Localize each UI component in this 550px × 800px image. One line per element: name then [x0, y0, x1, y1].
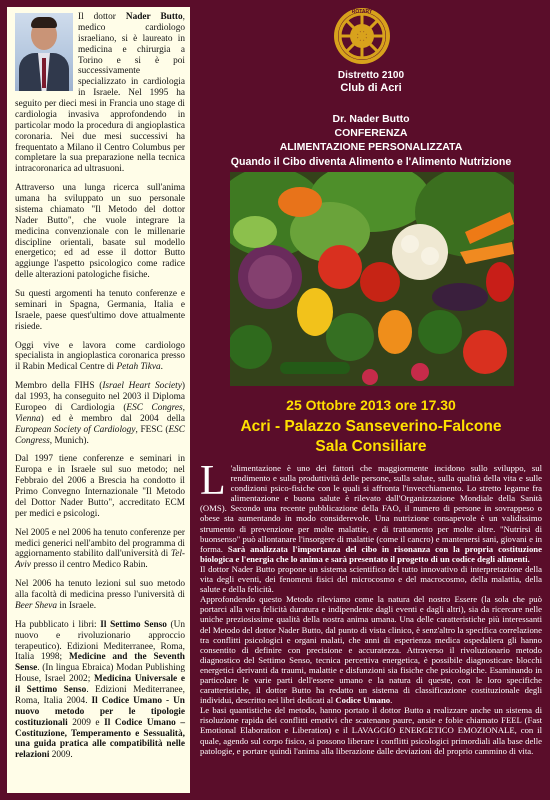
bio-paragraph-2: Attraverso una lunga ricerca sull'anima umana ha sviluppato un suo personale sistema chiamato "Il Metodo del dottor Nader Butto", che vuole integrare la medicina convenzionale con le millenarie discipline orientali, basate sul modello energetico; ed ad esse il dottor Butto aggiunge l'aspetto psicologico come radice delle alterazioni patologiche fisiche.: [15, 183, 185, 281]
event-description: [200, 458, 542, 756]
bio-paragraph-8: Nel 2006 ha tenuto lezioni sul suo metodo alla facoltà di medicina presso l'università di Beer Sheva in Israele.: [15, 579, 185, 611]
subtitle: Quando il Cibo diventa Alimento e l'Alimento Nutrizione: [230, 156, 512, 168]
bio-paragraph-7: Nel 2005 e nel 2006 ha tenuto conferenze per medici generici nell'ambito del programma di aggiornamento stabilito dall'università di Tel-Aviv presso il centro Medico Rabin.: [15, 527, 185, 571]
rotary-wheel-icon: [332, 6, 392, 66]
venue-line-1: Acri - Palazzo Sanseverino-Falcone: [240, 418, 502, 435]
venue-line-2: Sala Consiliare: [315, 438, 427, 455]
bio-paragraph-4: Oggi vive e lavora come cardiologo specialista in angioplastica coronarica presso il Rabin Medical Centre di Petah Tikva.: [15, 340, 185, 373]
doctor-portrait: [15, 13, 73, 91]
speaker-name: Dr. Nader Butto: [332, 113, 410, 125]
desc-paragraph-2: Il dottor Nader Butto propone un sistema scientifico del tutto innovativo di interpretazione della vita degli eventi, dei fenomeni fisici del microcosmo e del macrocosmo, della malattia, della salute e della felicità.: [200, 563, 542, 595]
conference-label: CONFERENZA: [334, 127, 408, 139]
bio-paragraph-1: Il dottor Nader Butto, medico cardiologo israeliano, si è laureato in medicina e chirurgia a Torino e si è poi successivamente specializzato in cardiologia in Israele. Nel 1995 ha seguito per dieci mesi in Francia uno stage di cardiologia invasiva approfondendo in particolar modo la procedura di angioplastica coronaria. Nei due mesi successivi ha frequentato a Milano il Centro Columbus per completare la sua preparazione nella tecnica intracoronarica ad ultrasuoni.: [15, 12, 185, 175]
bio-paragraph-6: Dal 1997 tiene conferenze e seminari in Europa e in Israele sul suo metodo; nel Febbraio del 2006 a Brescia ha condotto il Primo Convegno Internazionale "Il Metodo del Dottor Nader Butto", accreditato ECM per medici e psicologi.: [15, 454, 185, 519]
drop-cap: L: [200, 458, 226, 504]
bio-paragraph-3: Su questi argomenti ha tenuto conferenze e seminari in Spagna, Germania, Italia e Israele, paese quest'ultimo dove attualmente risiede.: [15, 289, 185, 332]
biography-panel: [7, 7, 190, 793]
event-panel: [192, 0, 550, 800]
desc-paragraph-3: Approfondendo questo Metodo rileviamo come la natura del nostro Essere (la sola che può portarci alla vera felicità duratura e indipendente dagli eventi e dagli altri), sia da ricercare nelle uniche preziosissime qualità della nostra anima umana. Una delle caratteristiche più interessanti del Metodo del dottor Nader Butto, dal punto di vista clinico, è senz'altro la specifica correlazione tra conflitti psicologici e organi malati, che anni di esperienza medica ospedaliera gli hanno consentito di definire con precisione e accuratezza. Attraverso il rivoluzionario metodo diagnostico del Settimo Senso, tecnica percettiva energetica, è possibile diagnosticare blocchi energetici derivanti da traumi, malattie e disfunzioni sia fisiche che psicologiche. Esaminando in particolare le varie parti dell'essere umano e la natura di queste, con le loro specifiche caratteristiche, il dottor Butto ha redatto un sistema di classificazione costituzionale degli individui, descritto nei libri dedicati al Codice Umano.: [200, 594, 542, 706]
club-label: Club di Acri: [340, 82, 402, 94]
bio-paragraph-9: Ha pubblicato i libri: Il Settimo Senso (Un nuovo e rivoluzionario approccio terapeutico). Edizioni Mediterranee, Roma, Italia 1998; Medicine and the Seventh Sense. (In lingua Ebraica) Modan Publishing House, Israel 2002; Medicina Universale e il Settimo Senso. Edizioni Mediterranee, Roma, Italia 2004. Il Codice Umano - Un nuovo metodo per le tipologie costituzionali 2009 e Il Codice Umano –Costituzione, Temperamento e Sessualità, una guida pratica alle compatibilità nelle relazioni 2009.: [15, 619, 185, 761]
desc-paragraph-4: Le basi quantistiche del metodo, hanno portato il dottor Butto a realizzare anche un sistema di risoluzione rapida dei conflitti emotivi che scatenano paure, ansie e fobie chiamato FEEL (Fast Emotional Elaboration e Liberation) e il LAVAGGIO ENERGETICO EMOZIONALE, con il quale, agendo sul corpo fisico, si possono liberare i conflitti psicologici primordiali alla base delle patologie, e portare quindi l'anima alla liberazione dalle deviazioni del proprio cammino di vita.: [200, 705, 542, 756]
event-date: 25 Ottobre 2013 ore 17.30: [286, 397, 456, 413]
vegetables-picture: [230, 172, 514, 386]
topic-title: ALIMENTAZIONE PERSONALIZZATA: [279, 141, 463, 153]
district-label: Distretto 2100: [337, 70, 405, 81]
desc-paragraph-1: L 'alimentazione è uno dei fattori che maggiormente incidono sullo sviluppo, sul rendimento e sulla produttività delle persone, sulla salute, sulla qualità della vita e sulle condizioni psico-fisiche con le quali si affronta l'invecchiamento. Lo stretto legame fra alimentazione e buona salute è rilevato dall'Organizzazione Mondiale della Sanità (OMS). Secondo una recente pubblicazione della FAO, il numero di persone in sovrappeso o obese sta aumentando in modo considerevole. Una nutrizione consapevole è un validissimo strumento di prevenzione per molte malattie, e di trattamento per molte altre. "Nutrirsi di buonsenso" può allontanare l'insorgere di malattie (come il cancro) e mantenersi sani, giovani e in forma. Sarà analizzata l'importanza del cibo in risonanza con la propria costituzione biologica e l'energia che lo anima e sarà presentato il progetto di un codice degli alimenti.: [200, 458, 542, 564]
bio-paragraph-5: Membro della FIHS (Israel Heart Society) dal 1993, ha conseguito nel 2003 il Diploma Europeo di Cardiologia (ESC Congres, Vienna) ed è membro dal 2004 della European Society of Cardiology, FESC (ESC Congress, Munich).: [15, 381, 186, 446]
svg-text:ROTARY: ROTARY: [351, 9, 373, 16]
